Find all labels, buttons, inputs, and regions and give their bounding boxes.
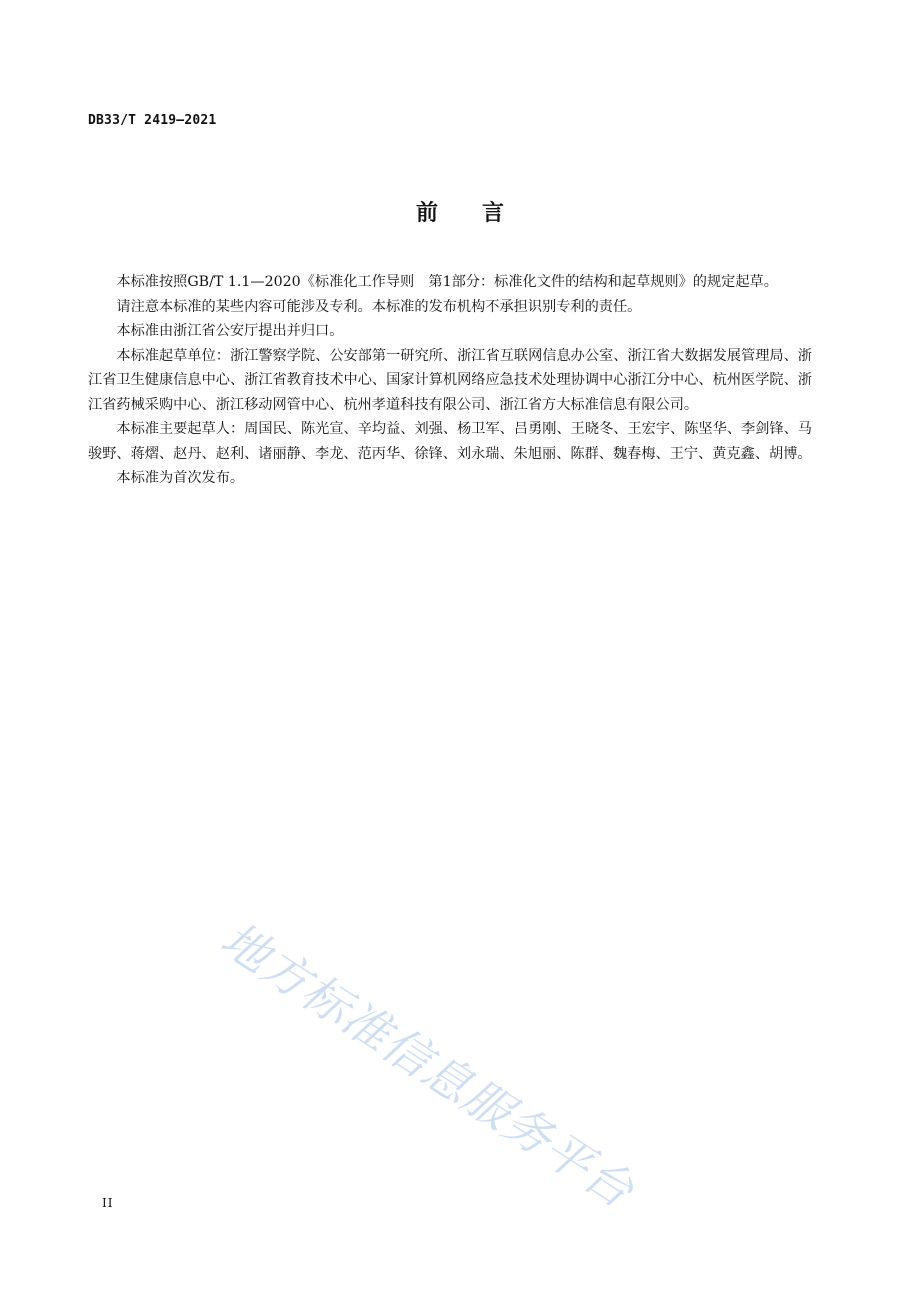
paragraph-drafting-units: 本标准起草单位：浙江警察学院、公安部第一研究所、浙江省互联网信息办公室、浙江省大数据发展管理局、浙江省卫生健康信息中心、浙江省教育技术中心、国家计算机网络应急技术处理协调中心浙江分中心、杭州医学院、浙江省药械采购中心、浙江移动网管中心、杭州孝道科技有限公司、浙江省方大标准信息有限公司。 — [88, 347, 812, 413]
page-title — [0, 196, 920, 227]
foreword-body — [88, 270, 812, 491]
paragraph-proposer: 本标准由浙江省公安厅提出并归口。 — [116, 323, 344, 339]
paragraph-patent-notice: 请注意本标准的某些内容可能涉及专利。本标准的发布机构不承担识别专利的责任。 — [116, 298, 642, 315]
paragraph-first-release: 本标准为首次发布。 — [116, 470, 245, 486]
document-code: DB33/T 2419—2021 — [88, 113, 217, 128]
page-title-char-2: 言 — [482, 201, 505, 226]
watermark-text: 地方标准信息服务平台 — [210, 911, 644, 1220]
page-title-char-1: 前 — [415, 201, 438, 226]
paragraph-drafting-rules: 本标准按照GB/T 1.1—2020《标准化工作导则 第1部分：标准化文件的结构和起草规则》的规定起草。 — [116, 274, 778, 290]
paragraph-drafters: 本标准主要起草人：周国民、陈光宣、辛均益、刘强、杨卫军、吕勇刚、王晓冬、王宏宇、陈坚华、李剑锋、马骏野、蒋熠、赵丹、赵利、诸丽静、李龙、范丙华、徐锋、刘永瑞、朱旭丽、陈群、魏春梅、王宁、黄克鑫、胡博。 — [88, 421, 812, 462]
page-number: II — [102, 1196, 114, 1210]
